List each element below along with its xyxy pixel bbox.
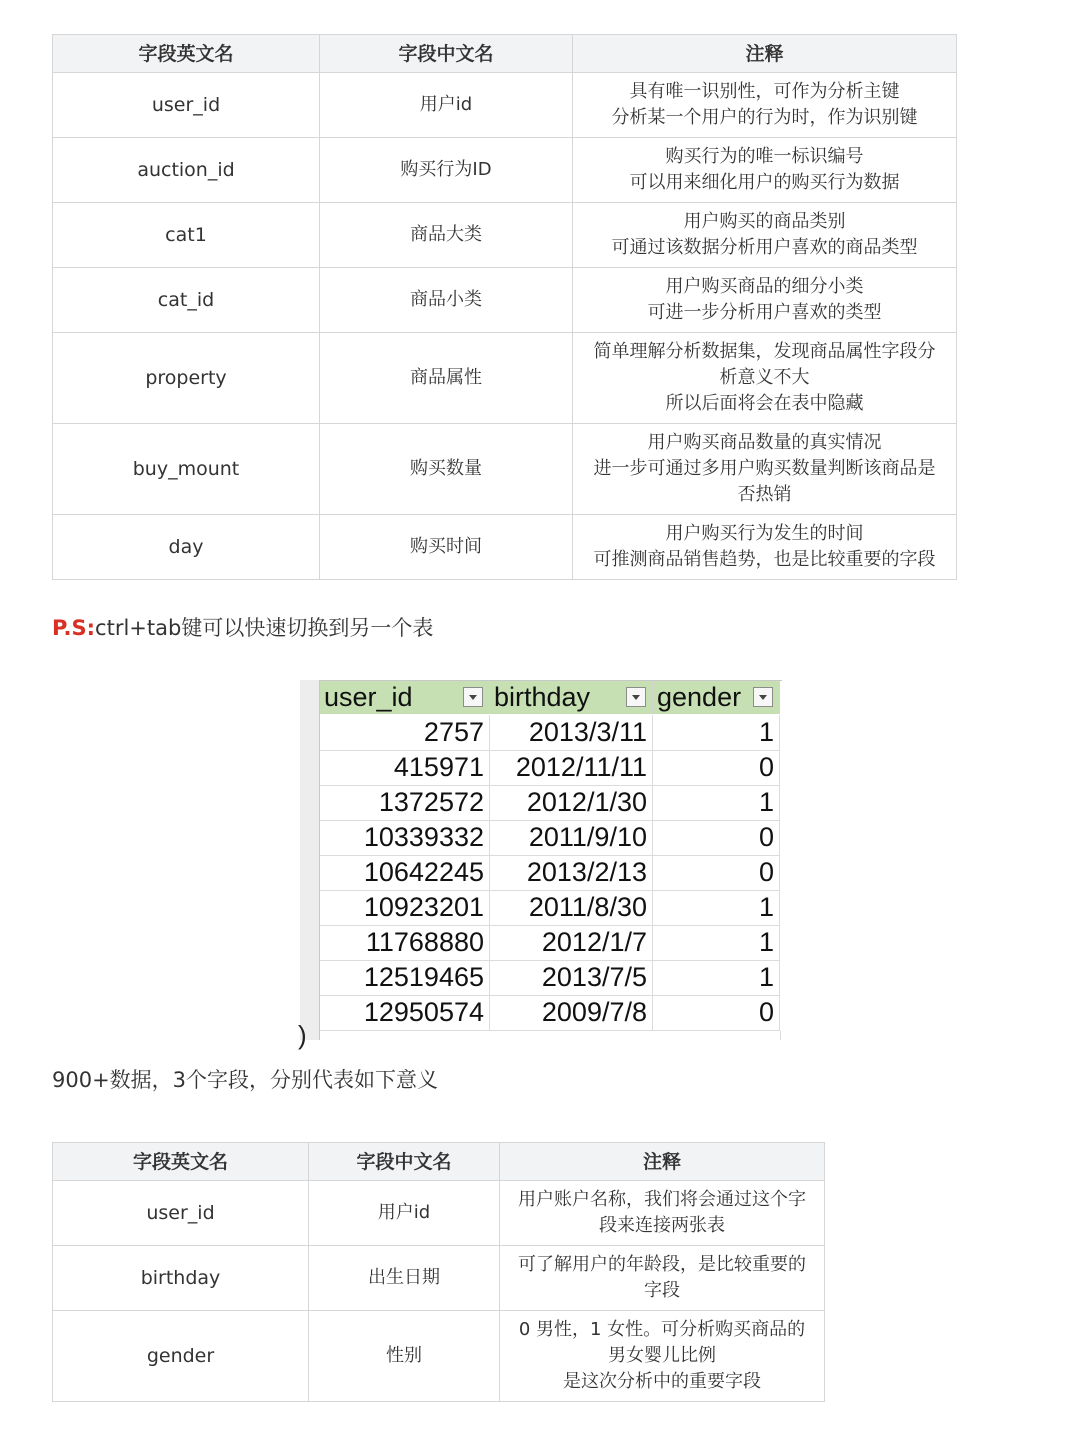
note-line: 进一步可通过多用户购买数量判断该商品是 (593, 458, 936, 479)
cell-user-id[interactable]: 1372572 (320, 785, 490, 820)
cell-birthday[interactable]: 2011/8/30 (490, 890, 653, 925)
cell-user-id[interactable]: 10923201 (320, 890, 490, 925)
table-row (53, 268, 957, 333)
cell-birthday[interactable]: 2009/7/8 (490, 995, 653, 1030)
table-row (53, 203, 957, 268)
note-line: 简单理解分析数据集，发现商品属性字段分 (593, 341, 936, 362)
table-row (320, 960, 780, 996)
cell-gender[interactable]: 1 (653, 890, 780, 925)
note-line: 否热销 (737, 484, 792, 505)
column-header-label: user_id (324, 682, 413, 712)
field-chinese-name: 商品大类 (320, 203, 573, 268)
cell-user-id[interactable]: 2757 (320, 715, 490, 750)
filter-dropdown-icon[interactable] (626, 687, 646, 707)
table-header-row (53, 1143, 825, 1181)
dataset-summary: 900+数据，3个字段，分别代表如下意义 (52, 1068, 439, 1092)
note-line: 用户购买商品的细分小类 (665, 276, 864, 297)
spreadsheet-screenshot (298, 668, 782, 1050)
note-line: 用户购买商品数量的真实情况 (647, 432, 882, 453)
table-row (53, 1311, 825, 1402)
cell-user-id[interactable]: 11768880 (320, 925, 490, 960)
table-row (320, 855, 780, 891)
field-note (573, 203, 957, 268)
field-chinese-name: 购买数量 (320, 424, 573, 515)
header-chinese-name: 字段中文名 (309, 1143, 500, 1181)
table-row (320, 995, 780, 1031)
table-row (320, 750, 780, 786)
field-note (500, 1181, 825, 1246)
field-note (573, 73, 957, 138)
row-number-gutter (298, 680, 320, 1050)
table-row (53, 515, 957, 580)
table-row (53, 424, 957, 515)
table-row (53, 138, 957, 203)
note-line: 分析某一个用户的行为时，作为识别键 (611, 107, 918, 128)
note-line: 可进一步分析用户喜欢的类型 (647, 302, 882, 323)
column-letter-strip (300, 668, 782, 681)
cell-birthday[interactable]: 2012/1/30 (490, 785, 653, 820)
cell-gender[interactable]: 0 (653, 820, 780, 855)
cell-user-id[interactable]: 10642245 (320, 855, 490, 890)
cell-birthday[interactable]: 2013/7/5 (490, 960, 653, 995)
note-line: 字段 (644, 1280, 680, 1301)
note-line: 可以用来细化用户的购买行为数据 (629, 172, 900, 193)
table-row (53, 1246, 825, 1311)
row-number-fragment: ) (298, 1020, 307, 1050)
field-note (573, 424, 957, 515)
field-chinese-name: 用户id (309, 1181, 500, 1246)
table-row (320, 785, 780, 821)
field-note (573, 515, 957, 580)
note-line: 段来连接两张表 (599, 1215, 725, 1236)
cell-user-id[interactable]: 415971 (320, 750, 490, 785)
field-chinese-name: 商品属性 (320, 333, 573, 424)
note-line: 0 男性，1 女性。可分析购买商品的 (518, 1319, 806, 1340)
note-line: 析意义不大 (719, 367, 810, 388)
field-chinese-name: 用户id (320, 73, 573, 138)
note-line: 可了解用户的年龄段，是比较重要的 (518, 1254, 806, 1275)
field-note (500, 1246, 825, 1311)
field-chinese-name: 商品小类 (320, 268, 573, 333)
spreadsheet-header-row (320, 681, 780, 714)
note-line: 是这次分析中的重要字段 (563, 1371, 761, 1392)
table-header-row (53, 35, 957, 73)
field-chinese-name: 性别 (309, 1311, 500, 1402)
field-table-users (52, 1142, 825, 1402)
field-english-name: day (53, 515, 320, 580)
field-english-name: cat_id (53, 268, 320, 333)
cell-gender[interactable]: 1 (653, 785, 780, 820)
header-note: 注释 (573, 35, 957, 73)
column-header-label: birthday (494, 682, 591, 712)
header-note: 注释 (500, 1143, 825, 1181)
table-row (320, 890, 780, 926)
header-chinese-name: 字段中文名 (320, 35, 573, 73)
table-row (53, 333, 957, 424)
field-chinese-name: 购买行为ID (320, 138, 573, 203)
table-row (53, 73, 957, 138)
filter-dropdown-icon[interactable] (463, 687, 483, 707)
field-english-name: gender (53, 1311, 309, 1402)
filter-dropdown-icon[interactable] (753, 687, 773, 707)
field-english-name: property (53, 333, 320, 424)
tip-prefix: P.S: (52, 616, 96, 640)
cell-gender[interactable]: 0 (653, 995, 780, 1030)
field-chinese-name: 出生日期 (309, 1246, 500, 1311)
note-line: 具有唯一识别性，可作为分析主键 (629, 81, 900, 102)
cell-user-id[interactable]: 12519465 (320, 960, 490, 995)
cell-birthday[interactable]: 2013/2/13 (490, 855, 653, 890)
cell-birthday[interactable]: 2012/11/11 (490, 750, 653, 785)
note-line: 用户购买行为发生的时间 (665, 523, 864, 544)
cell-gender[interactable]: 1 (653, 925, 780, 960)
field-note (573, 138, 957, 203)
note-line: 用户购买的商品类别 (683, 211, 846, 232)
table-row (320, 820, 780, 856)
cell-birthday[interactable]: 2012/1/7 (490, 925, 653, 960)
shortcut-tip (52, 612, 433, 644)
note-line: 所以后面将会在表中隐藏 (665, 393, 864, 414)
header-english-name: 字段英文名 (53, 1143, 309, 1181)
field-english-name: user_id (53, 1181, 309, 1246)
note-line: 可推测商品销售趋势，也是比较重要的字段 (593, 549, 936, 570)
field-note (573, 268, 957, 333)
table-row (53, 1181, 825, 1246)
field-table-purchases (52, 34, 957, 580)
note-line: 购买行为的唯一标识编号 (665, 146, 864, 167)
cell-user-id[interactable]: 12950574 (320, 995, 490, 1030)
cell-gender[interactable]: 0 (653, 750, 780, 785)
cell-gender[interactable]: 1 (653, 960, 780, 995)
table-row (320, 925, 780, 961)
tip-text: ctrl+tab键可以快速切换到另一个表 (95, 616, 434, 640)
field-chinese-name: 购买时间 (320, 515, 573, 580)
cell-birthday[interactable]: 2011/9/10 (490, 820, 653, 855)
table-row (320, 715, 780, 751)
grid-continuation (320, 1031, 781, 1040)
cell-user-id[interactable]: 10339332 (320, 820, 490, 855)
field-english-name: auction_id (53, 138, 320, 203)
field-english-name: birthday (53, 1246, 309, 1311)
column-header-label: gender (657, 682, 742, 712)
field-english-name: cat1 (53, 203, 320, 268)
cell-gender[interactable]: 0 (653, 855, 780, 890)
field-english-name: buy_mount (53, 424, 320, 515)
note-line: 用户账户名称，我们将会通过这个字 (518, 1189, 806, 1210)
note-line: 可通过该数据分析用户喜欢的商品类型 (611, 237, 918, 258)
field-note (500, 1311, 825, 1402)
field-note (573, 333, 957, 424)
cell-gender[interactable]: 1 (653, 715, 780, 750)
header-english-name: 字段英文名 (53, 35, 320, 73)
note-line: 男女婴儿比例 (608, 1345, 716, 1366)
field-english-name: user_id (53, 73, 320, 138)
cell-birthday[interactable]: 2013/3/11 (490, 715, 653, 750)
